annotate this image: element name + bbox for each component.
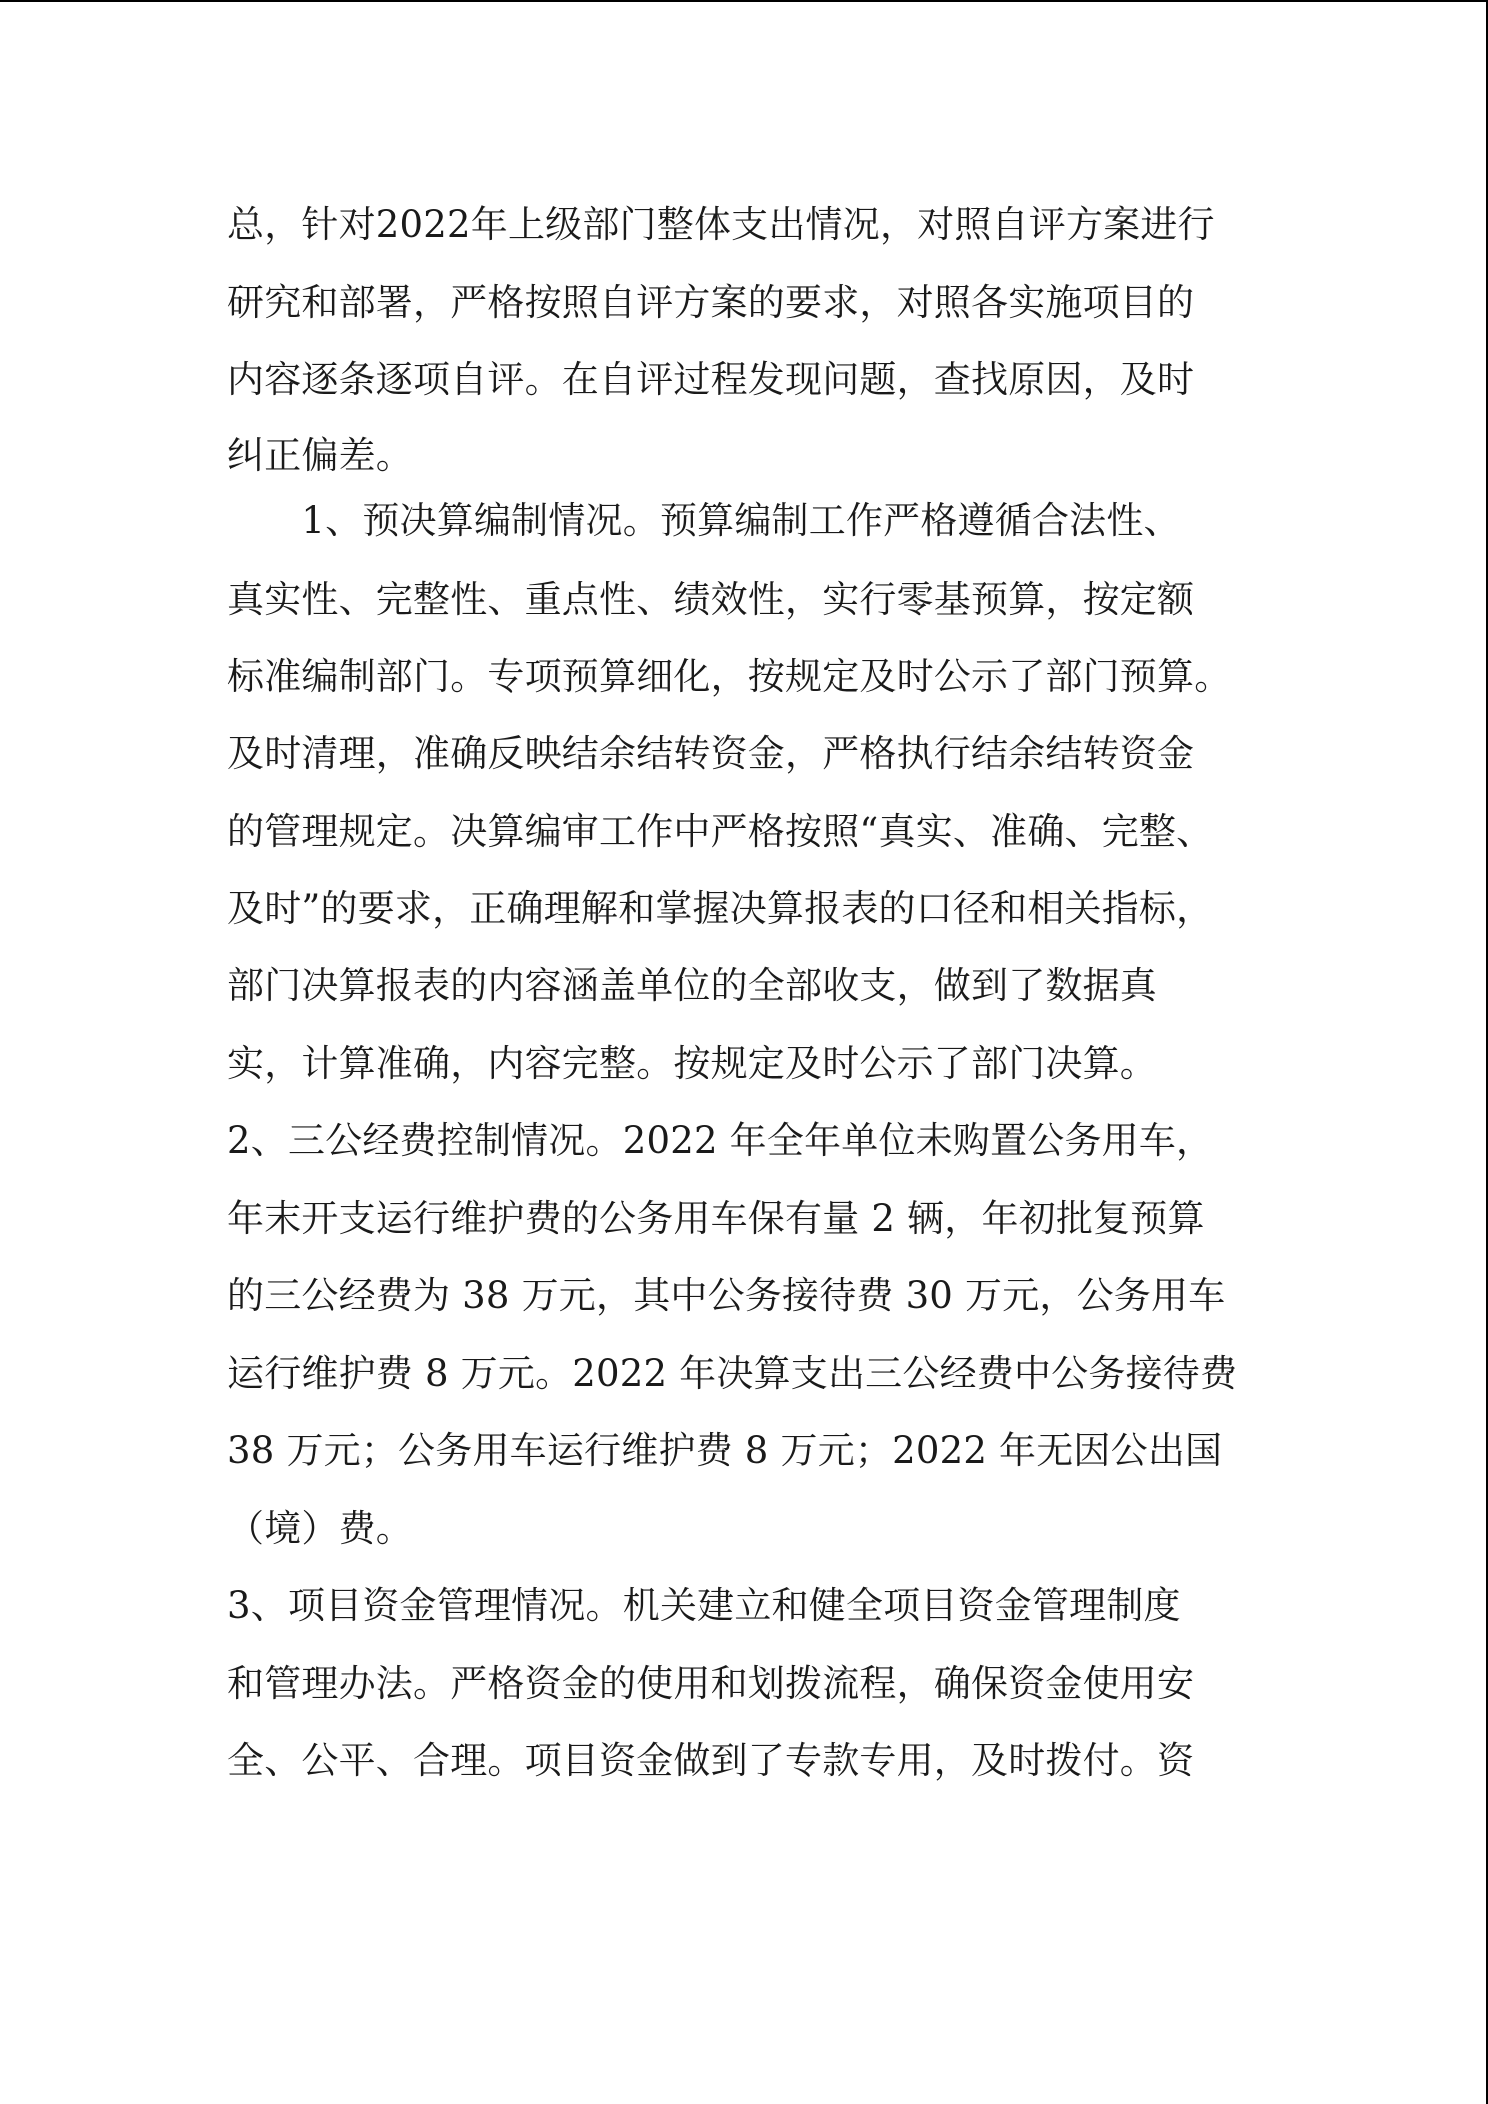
text-line: 2、三公经费控制情况。2022 年全年单位未购置公务用车， (227, 1119, 1214, 1162)
text-line: 内容逐条逐项自评。在自评过程发现问题，查找原因，及时 (227, 358, 1195, 401)
text-line: （境）费。 (227, 1507, 413, 1550)
text-line: 真实性、完整性、重点性、绩效性，实行零基预算，按定额 (227, 578, 1195, 621)
text-line: 的管理规定。决算编审工作中严格按照“真实、准确、完整、 (227, 810, 1214, 853)
text-line: 标准编制部门。专项预算细化，按规定及时公示了部门预算。 (227, 655, 1232, 698)
text-line: 的三公经费为 38 万元，其中公务接待费 30 万元，公务用车 (227, 1274, 1226, 1317)
text-line: 运行维护费 8 万元。2022 年决算支出三公经费中公务接待费 (227, 1352, 1238, 1395)
text-line: 1、预决算编制情况。预算编制工作严格遵循合法性、 (227, 499, 1181, 542)
text-line: 全、公平、合理。项目资金做到了专款专用，及时拨付。资 (227, 1739, 1195, 1782)
page-border-top (0, 0, 1488, 2)
text-line: 总，针对2022年上级部门整体支出情况，对照自评方案进行 (227, 203, 1215, 246)
text-line: 部门决算报表的内容涵盖单位的全部收支，做到了数据真 (227, 964, 1157, 1007)
text-line: 3、项目资金管理情况。机关建立和健全项目资金管理制度 (227, 1584, 1181, 1627)
text-line: 纠正偏差。 (227, 434, 413, 477)
text-line: 实，计算准确，内容完整。按规定及时公示了部门决算。 (227, 1042, 1157, 1085)
text-line: 和管理办法。严格资金的使用和划拨流程，确保资金使用安 (227, 1662, 1195, 1705)
text-line: 38 万元；公务用车运行维护费 8 万元；2022 年无因公出国 (227, 1429, 1223, 1472)
text-line: 研究和部署，严格按照自评方案的要求，对照各实施项目的 (227, 281, 1195, 324)
text-line: 及时”的要求，正确理解和掌握决算报表的口径和相关指标， (227, 887, 1214, 930)
text-line: 及时清理，准确反映结余结转资金，严格执行结余结转资金 (227, 732, 1195, 775)
text-line: 年末开支运行维护费的公务用车保有量 2 辆，年初批复预算 (227, 1197, 1205, 1240)
